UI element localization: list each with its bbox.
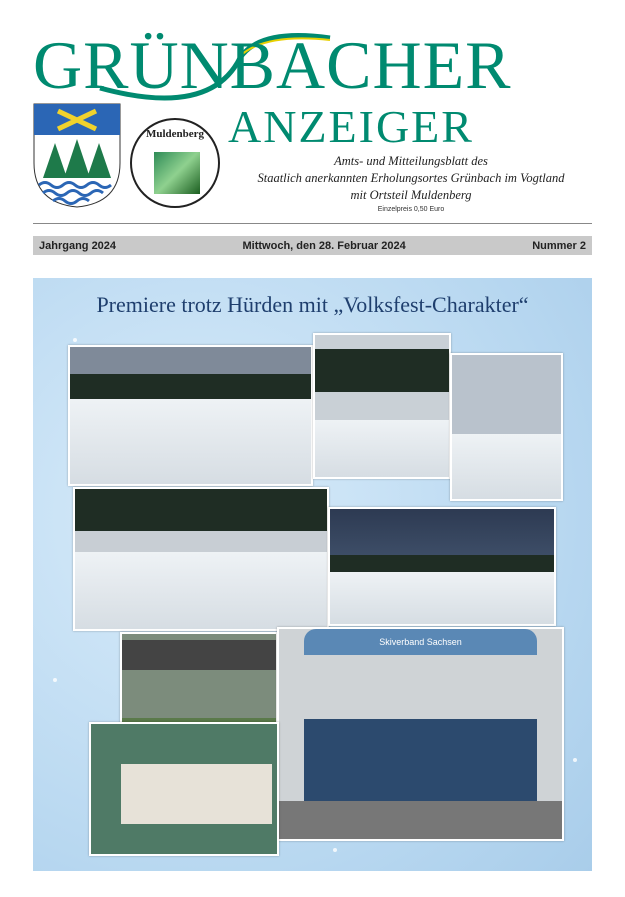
issue-date: Mittwoch, den 28. Februar 2024: [242, 239, 406, 252]
feature-headline: Premiere trotz Hürden mit „Volksfest-Charakter“: [96, 292, 529, 317]
volume: Jahrgang 2024: [39, 239, 117, 252]
photo-trail-skiers: [73, 487, 329, 631]
info-bar: [33, 236, 592, 255]
photo-refreshment-hut: [89, 722, 279, 856]
divider: [33, 223, 592, 224]
photo-skiers-group: [313, 333, 451, 479]
muldenberg-seal-logo: [130, 118, 220, 208]
coat-of-arms-logo: [33, 103, 121, 208]
subtitle-line-1: Amts- und Mitteilungsblatt des: [334, 154, 488, 168]
subtitle-line-3: mit Ortsteil Muldenberg: [350, 188, 472, 202]
price: Einzelpreis 0,50 Euro: [377, 206, 445, 213]
seal-label: Muldenberg: [145, 128, 205, 140]
photo-child-skier: [450, 353, 563, 501]
photo-team-arch: [277, 627, 564, 841]
masthead-subtitle: ANZEIGER: [228, 101, 474, 152]
issue-number: Nummer 2: [532, 239, 586, 252]
photo-ski-start: [68, 345, 313, 486]
masthead-title: GRÜNBACHER: [33, 27, 512, 103]
arch-banner: Skiverband Sachsen: [304, 629, 537, 655]
subtitle-line-2: Staatlich anerkannten Erholungsortes Grünbach im Vogtland: [257, 171, 565, 185]
photo-trail-dusk: [328, 507, 556, 626]
